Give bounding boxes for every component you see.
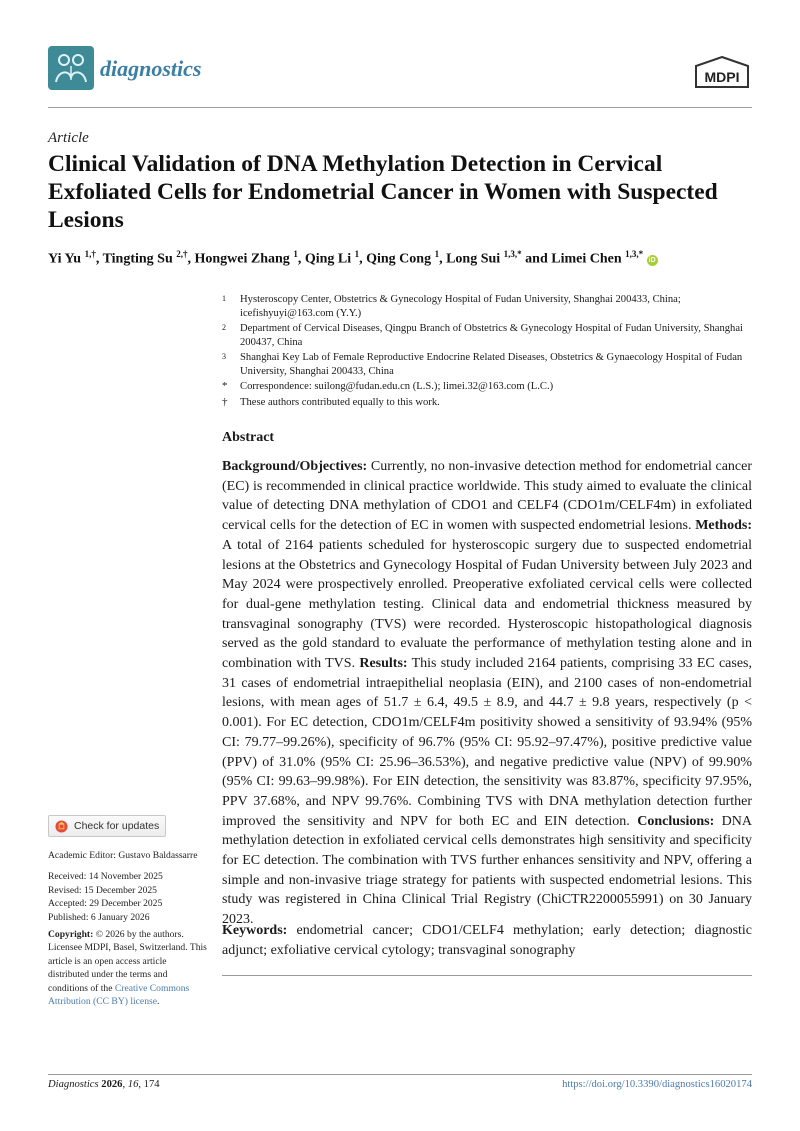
affiliation-text: Department of Cervical Diseases, Qingpu Branch of Obstetrics & Gynecology Hospital of Fudan University, Shanghai 200437, China xyxy=(240,323,743,348)
check-for-updates-label: Check for updates xyxy=(74,820,160,832)
published-date: Published: 6 January 2026 xyxy=(48,911,150,923)
doi-link[interactable]: https://doi.org/10.3390/diagnostics16020174 xyxy=(562,1079,752,1090)
journal-name: diagnostics xyxy=(100,56,202,81)
author-name: Tingting Su xyxy=(102,251,173,267)
author-list: Yi Yu $^{1,\dagger}$, Tingting Su $^{2,\dagger}$, Hongwei Zhang $^1$, Qing Li $^1$, Qing Cong $^1$, Long Sui $^{1,3,*}$ and Limei Chen $^{1,3,*}$ iD xyxy=(48,249,656,267)
citation-article-number: 174 xyxy=(143,1079,160,1090)
author-name: Hongwei Zhang xyxy=(194,251,290,267)
article-type: Article xyxy=(48,130,89,146)
equal-contribution-text: These authors contributed equally to this work. xyxy=(240,396,440,408)
correspondence-mark: * xyxy=(222,380,228,392)
license-end: . xyxy=(156,996,160,1008)
affiliation-item xyxy=(222,351,758,378)
author-affiliation-mark: 1,3,* xyxy=(503,249,522,259)
academic-editor: Academic Editor: Gustavo Baldassarre xyxy=(48,850,198,861)
equal-contribution-note xyxy=(222,396,758,410)
received-date: Received: 14 November 2025 xyxy=(48,871,163,883)
affiliation-mark: 2 xyxy=(222,323,226,332)
author-name: Long Sui xyxy=(446,251,501,267)
author-name: Limei Chen xyxy=(551,251,622,267)
abstract-section-label: Background/Objectives: xyxy=(222,459,368,474)
publisher-name: MDPI xyxy=(704,69,740,85)
copyright-text: © 2026 by the authors. Licensee MDPI, Basel, Switzerland. This article is an open access article distributed under the terms and conditions of the xyxy=(48,929,207,994)
accepted-date: Accepted: 29 December 2025 xyxy=(48,898,163,910)
header-divider xyxy=(48,107,752,108)
abstract-body xyxy=(222,457,752,930)
abstract-section-text: This study included 2164 patients, comprising 33 EC cases, 31 cases of endometrial intraepithelial neoplasia (EIN), and 2100 cases of non-endometrial lesions, with mean ages of 51.7 ± 6.4, 49.5 ± 8.9, and 44.7 ± 9.8 years, respectively (p < 0.001). For EC detection, CDO1m/CELF4m positivity showed a sensitivity of 93.94% (95% CI: 79.77–99.26%), specificity of 96.7% (95% CI: 95.92–97.47%), positive predictive value (PPV) of 31.0% (95% CI: 25.96–36.53%), and negative predictive value (NPV) of 99.90% (95% CI: 99.63–99.98%). For EIN detection, the sensitivity was 83.87%, specificity 97.95%, PPV 37.68%, and NPV 99.76%. Combining TVS with DNA methylation detection further improved the sensitivity and NPV for both EC and EIN detection. xyxy=(222,656,752,829)
keywords-label: Keywords: xyxy=(222,923,288,938)
affiliation-mark: 1 xyxy=(222,294,226,303)
author-name: Qing Cong xyxy=(366,251,432,267)
author-name: Yi Yu xyxy=(48,251,82,267)
correspondence-text: Correspondence: suilong@fudan.edu.cn (L.S.); limei.32@163.com (L.C.) xyxy=(240,381,554,392)
journal-citation: Diagnostics 2026, 16, 174 xyxy=(48,1079,160,1090)
author-conjunction: and xyxy=(525,251,548,267)
abstract-section-label: Results: xyxy=(359,656,408,672)
author-affiliation-mark: 1 xyxy=(354,249,360,259)
author-affiliation-mark: 1,† xyxy=(84,249,96,259)
footer-divider xyxy=(48,1074,752,1075)
citation-volume: 16 xyxy=(127,1079,139,1090)
correspondence-item xyxy=(222,380,758,394)
license-link[interactable]: Creative Commons Attribution (CC BY) license xyxy=(48,982,190,1008)
article-info-sidebar xyxy=(48,849,208,1008)
mdpi-logo xyxy=(694,56,750,88)
author-affiliation-mark: 1 xyxy=(434,249,440,259)
affiliation-item xyxy=(222,293,758,320)
abstract-section-label: Conclusions: xyxy=(637,813,715,829)
abstract-heading: Abstract xyxy=(222,430,275,445)
article-title: Clinical Validation of DNA Methylation Detection in Cervical Exfoliated Cells for Endometrial Cancer in Women with Suspected Lesions xyxy=(48,151,718,233)
abstract-section-text: DNA methylation detection in exfoliated cervical cells demonstrates high sensitivity and specificity for EC detection. The combination with TVS further enhances sensitivity and NPV, offering a simple and non-invasive triage strategy for patients with suspected endometrial lesions. This study was registered in China Clinical Trial Registry (ChiCTR2200055991) on 30 January 2023. xyxy=(222,813,752,928)
affiliation-mark: 3 xyxy=(222,352,226,361)
affiliation-item xyxy=(222,322,758,349)
affiliation-text: Hysteroscopy Center, Obstetrics & Gynecology Hospital of Fudan University, Shanghai 200433, China; icefishyuyi@163.com (Y.Y.) xyxy=(240,294,681,319)
abstract-section-label: Methods: xyxy=(695,518,752,534)
affiliations xyxy=(222,293,758,411)
keywords-text: endometrial cancer; CDO1/CELF4 methylation; early detection; diagnostic adjunct; exfoliative cervical cytology; transvaginal sonography xyxy=(222,923,753,958)
orcid-icon[interactable]: iD xyxy=(648,256,656,264)
update-badge-icon xyxy=(55,820,68,833)
author-affiliation-mark: 1 xyxy=(293,249,298,259)
copyright-notice xyxy=(48,928,208,1008)
author-name: Qing Li xyxy=(304,251,352,267)
equal-contribution-mark: † xyxy=(222,395,228,408)
author-affiliation-mark: 1,3,* xyxy=(625,249,644,259)
journal-logo-icon xyxy=(48,46,94,90)
keywords xyxy=(222,921,752,960)
citation-journal: Diagnostics xyxy=(48,1079,99,1090)
abstract-section-text: A total of 2164 patients scheduled for hysteroscopic surgery due to suspected endometrial lesions at the Obstetrics and Gynecology Hospital of Fudan University between July 2023 and May 2024 were prospectively enrolled. Preoperative exfoliated cervical cells were collected for dual-gene methylation testing. Clinical data and endometrial thickness measured by transvaginal sonography (TVS) were recorded. Hysteroscopic histopathological diagnosis served as the gold standard to evaluate the performance of methylation testing alone and in combination with TVS. xyxy=(222,537,752,672)
affiliation-text: Shanghai Key Lab of Female Reproductive Endocrine Related Diseases, Obstetrics & Gynaecology Hospital of Fudan University, Shanghai 200433, China xyxy=(240,352,743,377)
revised-date: Revised: 15 December 2025 xyxy=(48,884,157,896)
abstract-section-text: Currently, no non-invasive detection method for endometrial cancer (EC) is recommended in clinical practice worldwide. This study aimed to evaluate the clinical value of detecting DNA methylation of CDO1 and CELF4 (CDO1m/CELF4m) in exfoliated cervical cells for the detection of EC in women with suspected endometrial lesions. xyxy=(222,459,752,534)
keywords-divider xyxy=(222,975,752,976)
check-for-updates-button[interactable] xyxy=(48,815,166,837)
citation-year: 2026 xyxy=(101,1079,123,1090)
author-affiliation-mark: 2,† xyxy=(176,249,188,259)
copyright-label: Copyright: xyxy=(48,929,94,941)
